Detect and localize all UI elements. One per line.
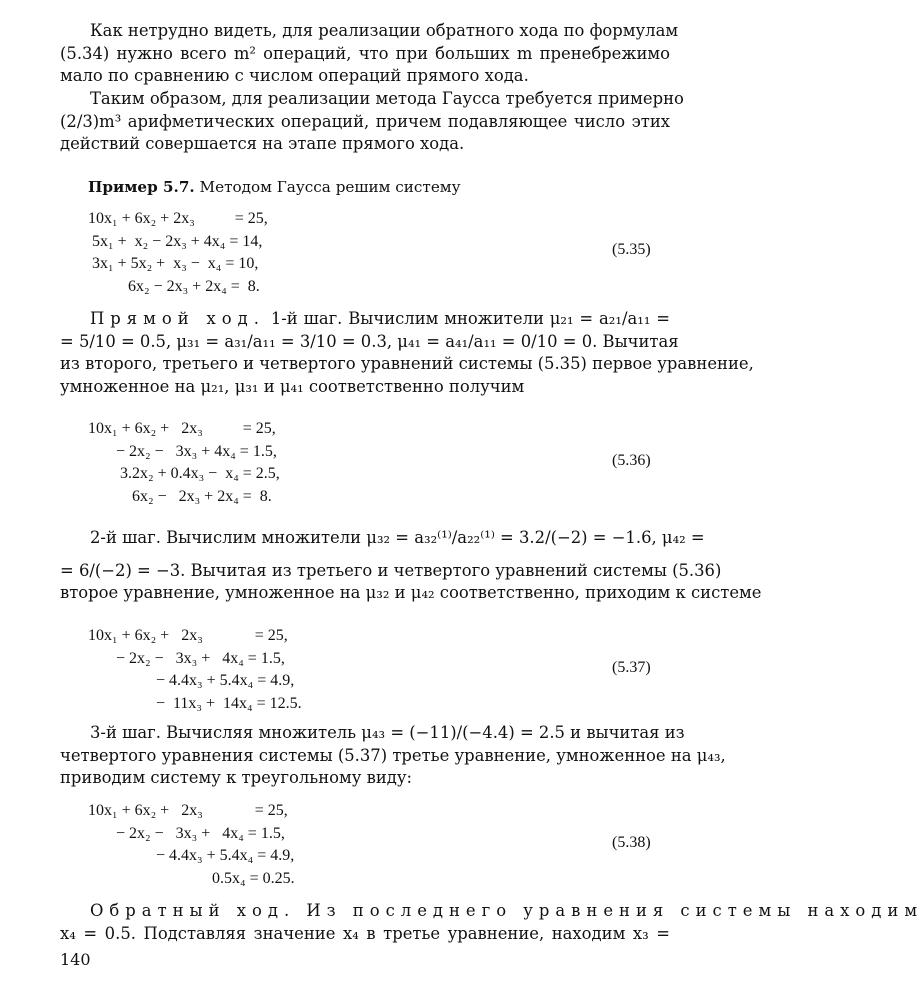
equation-row: 10x₁ + 6x₂ + 2x₃ = 25, bbox=[88, 210, 268, 227]
paragraph-step-2 bbox=[60, 527, 762, 605]
equation-row: 6x₂ − 2x₃ + 2x₄ = 8. bbox=[88, 487, 272, 505]
text-line: (5.34) нужно всего m² операций, что при больших m пренебрежимо bbox=[60, 43, 670, 63]
equation-row: 3x₁ + 5x₂ + x₃ − x₄ = 10, bbox=[88, 255, 259, 272]
paragraph-step-1 bbox=[60, 308, 754, 398]
page-number: 140 bbox=[60, 950, 91, 969]
equation-system-5-36 bbox=[88, 418, 280, 508]
text-line: = 6/(−2) = −3. Вычитая из третьего и четвертого уравнений системы (5.36) bbox=[60, 560, 722, 580]
equation-row: − 11x₃ + 14x₄ = 12.5. bbox=[88, 694, 302, 712]
equation-system-5-38 bbox=[88, 800, 295, 890]
example-text: Методом Гаусса решим систему bbox=[199, 178, 461, 196]
equation-row: 0.5x₄ = 0.25. bbox=[88, 869, 295, 887]
equation-row: − 4.4x₃ + 5.4x₄ = 4.9, bbox=[88, 672, 295, 689]
equation-row: − 2x₂ − 3x₃ + 4x₄ = 1.5, bbox=[88, 824, 285, 842]
text-line: Таким образом, для реализации метода Гаусса требуется примерно bbox=[90, 89, 684, 108]
paragraph-step-3 bbox=[60, 722, 726, 790]
equation-number: (5.35) bbox=[612, 241, 651, 258]
equation-row: − 2x₂ − 3x₃ + 4x₄ = 1.5, bbox=[88, 442, 277, 460]
equation-row: − 2x₂ − 3x₃ + 4x₄ = 1.5, bbox=[88, 649, 285, 667]
equation-row: 3.2x₂ + 0.4x₃ − x₄ = 2.5, bbox=[88, 465, 280, 482]
text-line: (2/3)m³ арифметических операций, причем подавляющее число этих bbox=[60, 111, 670, 131]
text-line: умноженное на μ₂₁, μ₃₁ и μ₄₁ соответственно получим bbox=[60, 376, 525, 396]
equation-row: 10x₁ + 6x₂ + 2x₃ = 25, bbox=[88, 802, 288, 819]
spaced-heading: Обратный ход. Из последнего уравнения системы находим bbox=[90, 901, 923, 920]
text-line: второе уравнение, умноженное на μ₃₂ и μ₄₂ соответственно, приходим к системе bbox=[60, 583, 762, 602]
equation-row: 10x₁ + 6x₂ + 2x₃ = 25, bbox=[88, 420, 276, 437]
text-line: из второго, третьего и четвертого уравнений системы (5.35) первое уравнение, bbox=[60, 354, 754, 373]
equation-system-5-37 bbox=[88, 625, 302, 715]
text-line: действий совершается на этапе прямого хода. bbox=[60, 134, 465, 153]
text-line: четвертого уравнения системы (5.37) третье уравнение, умноженное на μ₄₃, bbox=[60, 745, 726, 765]
equation-row: 5x₁ + x₂ − 2x₃ + 4x₄ = 14, bbox=[88, 232, 263, 250]
text-line: 3-й шаг. Вычисляя множитель μ₄₃ = (−11)/(−4.4) = 2.5 и вычитая из bbox=[90, 723, 685, 742]
paragraph-gauss-cost bbox=[60, 88, 684, 156]
equation-system-5-35 bbox=[88, 208, 268, 298]
text-line bbox=[60, 900, 923, 923]
text-line bbox=[60, 308, 670, 331]
equation-row: 6x₂ − 2x₃ + 2x₄ = 8. bbox=[88, 277, 260, 295]
text-line: приводим систему к треугольному виду: bbox=[60, 768, 413, 787]
equation-row: 10x₁ + 6x₂ + 2x₃ = 25, bbox=[88, 627, 288, 644]
example-label: Пример 5.7. bbox=[88, 178, 195, 196]
equation-number: (5.38) bbox=[612, 834, 651, 851]
text-line: мало по сравнению с числом операций прямого хода. bbox=[60, 66, 529, 85]
equation-number: (5.36) bbox=[612, 452, 651, 469]
text-line: x₄ = 0.5. Подставляя значение x₄ в третье уравнение, находим x₃ = bbox=[60, 923, 670, 943]
spaced-heading: Прямой ход. bbox=[90, 309, 265, 328]
example-heading bbox=[88, 176, 461, 199]
equation-row: − 4.4x₃ + 5.4x₄ = 4.9, bbox=[88, 847, 295, 864]
text-line: 2-й шаг. Вычислим множители μ₃₂ = a₃₂⁽¹⁾/a₂₂⁽¹⁾ = 3.2/(−2) = −1.6, μ₄₂ = bbox=[90, 528, 705, 547]
text-line: Как нетрудно видеть, для реализации обратного хода по формулам bbox=[90, 21, 679, 40]
paragraph-back-substitution bbox=[60, 900, 923, 945]
equation-number: (5.37) bbox=[612, 659, 651, 676]
text-line: = 5/10 = 0.5, μ₃₁ = a₃₁/a₁₁ = 3/10 = 0.3, μ₄₁ = a₄₁/a₁₁ = 0/10 = 0. Вычитая bbox=[60, 331, 679, 351]
paragraph-operations-count bbox=[60, 20, 679, 88]
text-fragment: 1-й шаг. Вычислим множители μ₂₁ = a₂₁/a₁₁ = bbox=[270, 309, 670, 328]
